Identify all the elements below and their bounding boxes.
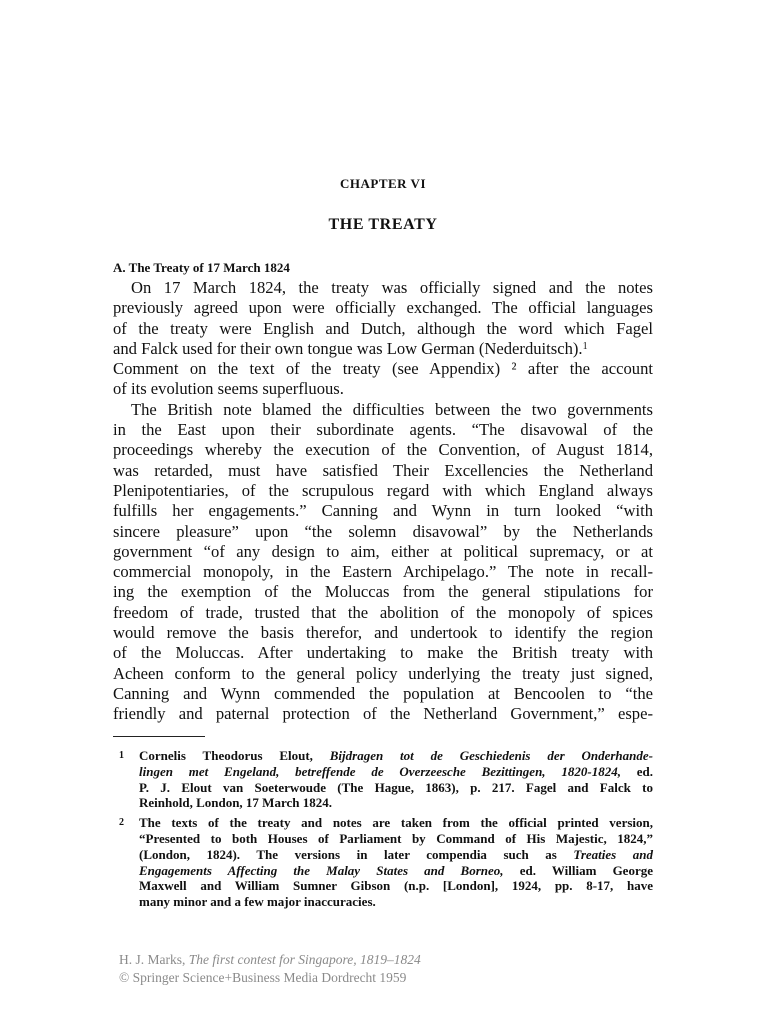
credit-book-title: The first contest for Singapore, 1819–1824 [188, 952, 421, 967]
body-line: would remove the basis therefor, and undertook to identify the region [113, 623, 653, 643]
body-line: Plenipotentiaries, of the scrupulous regard with which England always [113, 480, 653, 500]
italic-text: Engagements Affecting the Malay States and Borneo, [139, 862, 504, 878]
footnote-line: “Presented to both Houses of Parliament by Command of His Majestic, 1824,” [139, 830, 653, 846]
chapter-title: THE TREATY [328, 216, 438, 233]
body-line: Comment on the text of the treaty (see Appendix) ² after the account [113, 359, 653, 379]
italic-text: Treaties and [573, 846, 653, 862]
footnote [113, 748, 653, 811]
body-line: friendly and paternal protection of the Netherland Government,” espe- [113, 704, 653, 724]
italic-text: Bijdragen tot de Geschiedenis der Onderhande- [329, 748, 653, 763]
body-line: of its evolution seems superfluous. [113, 379, 344, 399]
chapter-label: CHAPTER VI [339, 176, 427, 191]
body-line: of the Moluccas. After undertaking to make the British treaty with [113, 643, 653, 663]
footnote-line: many minor and a few major inaccuracies. [139, 894, 376, 910]
page [113, 0, 653, 1024]
footnote-line: Cornelis Theodorus Elout, Bijdragen tot de Geschiedenis der Onderhande- [139, 748, 653, 763]
body-line: previously agreed upon were officially exchanged. The official languages [113, 298, 653, 318]
footnote-line: Maxwell and William Sumner Gibson (n.p. [London], 1924, pp. 8-17, have [139, 878, 653, 894]
body-line: freedom of trade, trusted that the abolition of the monopoly of spices [113, 602, 653, 622]
footnote-line: (London, 1824). The versions in later compendia such as Treaties and [139, 846, 653, 862]
body-line: and Falck used for their own tongue was Low German (Nederduitsch).$^1$ [113, 338, 588, 358]
footnote-number: 2 [119, 817, 124, 829]
body-line: Acheen conform to the general policy underlying the treaty just signed, [113, 663, 653, 683]
body-line: fulfills her engagements.” Canning and Wynn in turn looked “with [113, 501, 653, 521]
footnote-ref: 1 [582, 340, 588, 352]
publication-credit [119, 951, 421, 987]
footnote-divider [113, 736, 205, 737]
body-line: commercial monopoly, in the Eastern Archipelago.” The note in recall- [113, 562, 653, 582]
footnote-number: 1 [119, 750, 124, 761]
credit-author: H. J. Marks, [119, 952, 189, 967]
footnote [113, 815, 653, 910]
body-line: sincere pleasure” upon “the solemn disavowal” by the Netherlands [113, 521, 653, 541]
body-line: ing the exemption of the Moluccas from the general stipulations for [113, 582, 653, 602]
body-line: of the treaty were English and Dutch, although the word which Fagel [113, 318, 653, 338]
footnote-line: lingen met Engeland, betreffende de Overzeesche Bezittingen, 1820-1824, ed. [139, 763, 654, 779]
body-text [113, 278, 653, 725]
footnote-line: P. J. Elout van Soeterwoude (The Hague, 1863), p. 217. Fagel and Falck to [139, 779, 653, 795]
credit-line-1 [119, 951, 421, 969]
body-line: was retarded, must have satisfied Their Excellencies the Netherland [113, 460, 653, 480]
body-line: Canning and Wynn commended the population at Bencoolen to “the [113, 683, 653, 703]
italic-text: lingen met Engeland, betreffende de Overzeesche Bezittingen, 1820-1824, [139, 763, 621, 779]
footnote-line: Reinhold, London, 17 March 1824. [139, 795, 332, 811]
body-line: On 17 March 1824, the treaty was officially signed and the notes [131, 278, 653, 297]
credit-publisher: © Springer Science+Business Media Dordrecht 1959 [119, 970, 407, 985]
footnote-line: The texts of the treaty and notes are taken from the official printed version, [139, 815, 653, 831]
section-heading: A. The Treaty of 17 March 1824 [113, 260, 290, 275]
body-line: proceedings whereby the execution of the Convention, of August 1814, [113, 440, 653, 460]
body-line: government “of any design to aim, either at political supremacy, or at [113, 541, 653, 561]
body-line: The British note blamed the difficulties between the two governments [131, 399, 653, 419]
body-line: in the East upon their subordinate agents. “The disavowal of the [113, 420, 653, 440]
footnote-line: Engagements Affecting the Malay States and Borneo, ed. William George [139, 862, 653, 878]
footnotes [113, 748, 653, 914]
